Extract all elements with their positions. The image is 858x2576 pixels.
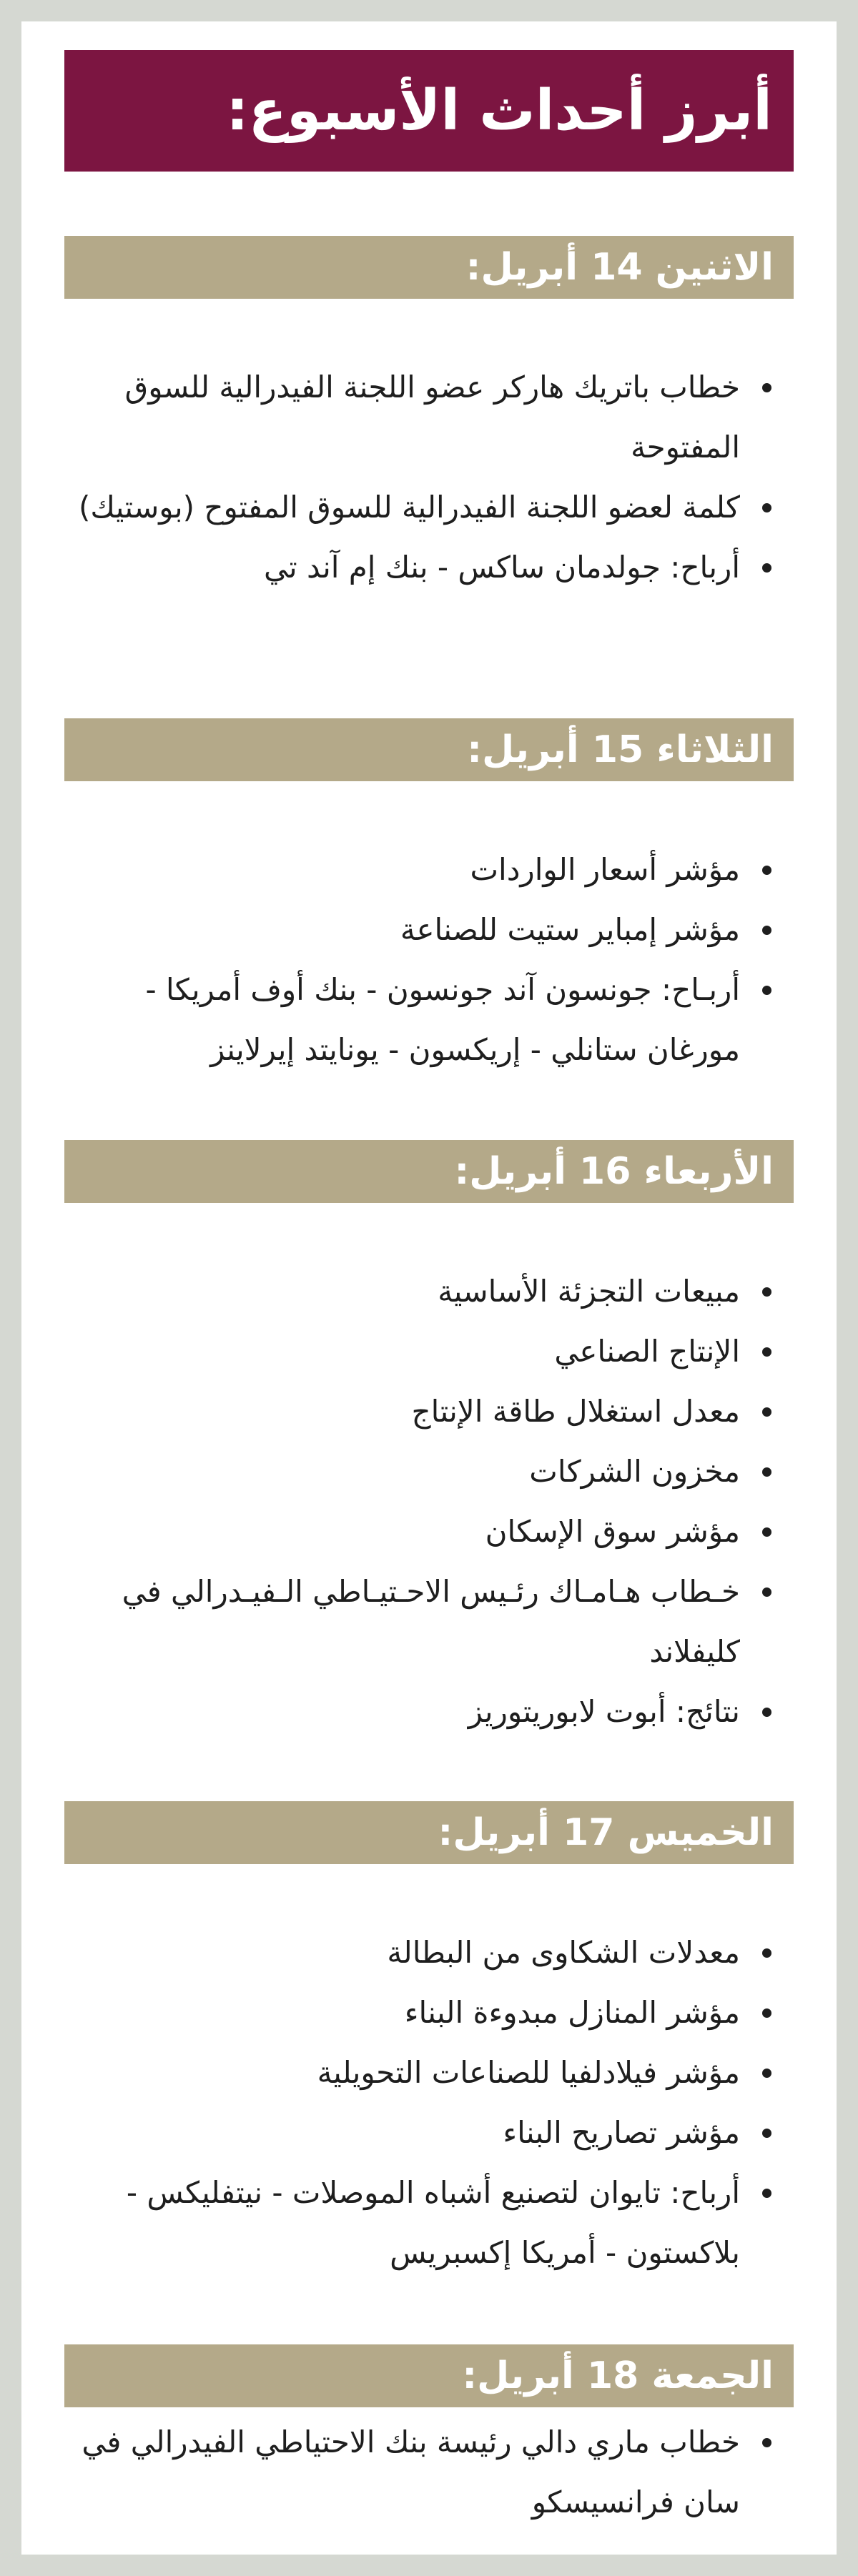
event-item: مؤشر تصاريح البناء	[64, 2103, 740, 2163]
event-list-thursday	[64, 1923, 779, 2283]
event-item: خطاب باتريك هاركر عضو اللجنة الفيدرالية للسوق المفتوحة	[64, 357, 740, 477]
event-item: مؤشر فيلادلفيا للصناعات التحويلية	[64, 2043, 740, 2103]
event-item: مخزون الشركات	[64, 1442, 740, 1502]
day-heading: الأربعاء 16 أبريل:	[454, 1150, 774, 1193]
event-item: أربـاح: جونسون آند جونسون - بنك أوف أمريكا - مورغان ستانلي - إريكسون - يونايتد إيرلاينز	[64, 960, 740, 1080]
day-header-tuesday	[64, 718, 794, 781]
event-item: خطاب ماري دالي رئيسة بنك الاحتياطي الفيدرالي في سان فرانسيسكو	[64, 2412, 740, 2532]
event-item: أرباح: جولدمان ساكس - بنك إم آند تي	[64, 538, 740, 598]
event-item: نتائج: أبوت لابوريتوريز	[64, 1682, 740, 1742]
day-header-monday	[64, 236, 794, 299]
event-item: خـطاب هـامـاك رئـيس الاحـتيـاطي الـفيـدرالي في كليفلاند	[64, 1562, 740, 1682]
event-item: معدلات الشكاوى من البطالة	[64, 1923, 740, 1983]
event-item: الإنتاج الصناعي	[64, 1322, 740, 1382]
event-item: مبيعات التجزئة الأساسية	[64, 1262, 740, 1322]
title-banner	[64, 50, 794, 172]
day-header-wednesday	[64, 1140, 794, 1203]
day-header-friday	[64, 2344, 794, 2407]
event-item: مؤشر إمباير ستيت للصناعة	[64, 900, 740, 960]
event-item: مؤشر المنازل مبدوءة البناء	[64, 1983, 740, 2043]
day-header-thursday	[64, 1801, 794, 1864]
event-list-wednesday	[64, 1262, 779, 1742]
event-item: مؤشر سوق الإسكان	[64, 1502, 740, 1562]
event-list-tuesday	[64, 840, 779, 1080]
day-heading: الثلاثاء 15 أبريل:	[467, 728, 774, 771]
day-heading: الجمعة 18 أبريل:	[462, 2354, 774, 2397]
event-item: كلمة لعضو اللجنة الفيدرالية للسوق المفتوح (بوستيك)	[64, 477, 740, 538]
page-title: أبرز أحداث الأسبوع:	[226, 79, 772, 143]
event-item: أرباح: تايوان لتصنيع أشباه الموصلات - نيتفليكس - بلاكستون - أمريكا إكسبريس	[64, 2163, 740, 2283]
event-list-monday	[64, 357, 779, 598]
event-item: معدل استغلال طاقة الإنتاج	[64, 1382, 740, 1442]
day-heading: الاثنين 14 أبريل:	[465, 246, 774, 289]
weekly-events-card	[21, 21, 837, 2555]
event-list-friday	[64, 2412, 779, 2532]
event-item: مؤشر أسعار الواردات	[64, 840, 740, 900]
day-heading: الخميس 17 أبريل:	[438, 1811, 774, 1854]
